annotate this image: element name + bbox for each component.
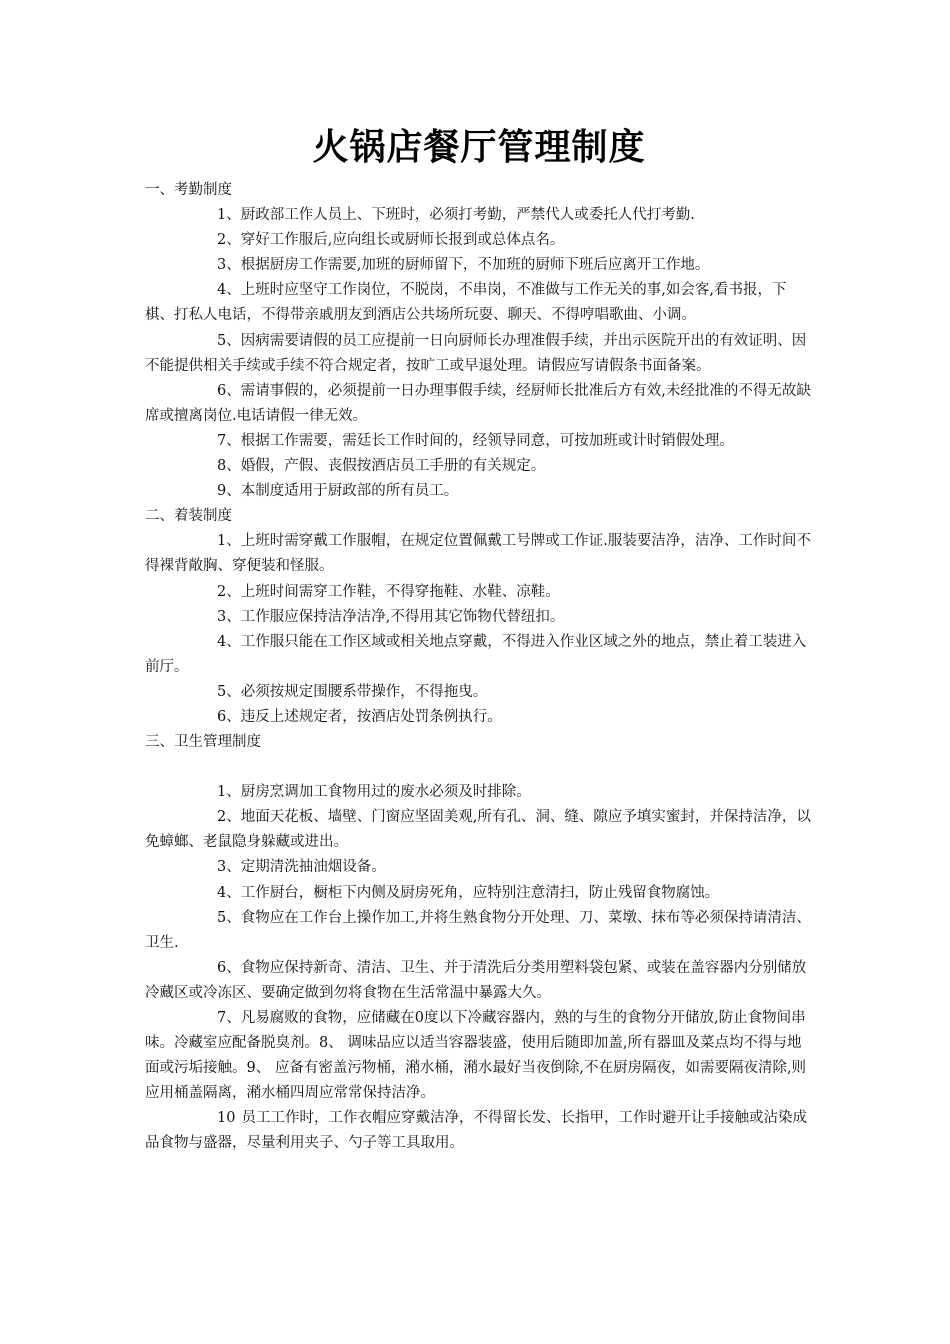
rule-item (145, 479, 813, 504)
rule-number: 3、 (217, 608, 241, 625)
rule-item (145, 780, 813, 805)
rule-text: 穿好工作服后,应向组长或厨师长报到或总体点名。 (240, 232, 565, 249)
rule-text: 因病需要请假的员工应提前一日向厨师长办理准假手续，并出示医院开出的有效证明、因不能提供相关手续或手续不符合规定者，按旷工或早退处理。请假应写请假条书面备案。 (145, 332, 807, 374)
rule-number: 1、 (217, 533, 241, 550)
rule-item (145, 329, 813, 379)
document-body (145, 178, 813, 1157)
rule-item (145, 228, 813, 253)
rule-item (145, 881, 813, 906)
rule-number: 1、 (217, 207, 241, 224)
rule-number: 2、 (217, 583, 241, 600)
document-title: 火锅店餐厅管理制度 (312, 127, 646, 168)
rule-text: 凡易腐败的食物，应储藏在0度以下冷藏容器内，熟的与生的食物分开储放,防止食物间串味。冷藏室应配备脱臭剂。8、 调味品应以适当容器装盛，使用后随即加盖,所有器皿及菜点均不得与地面或污垢接触。9、 应备有密盖污物桶，潲水桶，潲水最好当夜倒除,不在厨房隔夜，如需要隔夜清除,则应用桶盖隔离，潲水桶四周应常常保持洁净。 (145, 1010, 807, 1102)
section-heading: 一、考勤制度 (145, 182, 232, 198)
rule-text: 需请事假的，必须提前一日办理事假手续，经厨师长批准后方有效,未经批准的不得无故缺席或擅离岗位.电话请假一律无效。 (145, 382, 811, 424)
rule-text: 厨政部工作人员上、下班时，必须打考勤，严禁代人或委托人代打考勤. (240, 207, 695, 224)
rule-text: 食物应保持新奇、清洁、卫生、并于清洗后分类用塑料袋包紧、或装在盖容器内分别储放冷藏区或冷冻区、要确定做到勿将食物在生活常温中暴露大久。 (145, 959, 807, 1001)
rule-number: 2、 (217, 232, 241, 249)
section-attendance (145, 178, 813, 504)
rule-text: 上班时需穿戴工作服帽，在规定位置佩戴工号牌或工作证.服装要洁净，洁净、工作时间不得裸背敞胸、穿便装和怪服。 (145, 533, 811, 575)
rule-item (145, 1006, 813, 1106)
rule-text: 员工工作时，工作衣帽应穿戴洁净，不得留长发、长指甲，工作时避开让手接触或沾染成品食物与盛器，尽量利用夹子、勺子等工具取用。 (145, 1110, 807, 1152)
rule-text: 根据工作需要，需廷长工作时间的，经领导同意，可按加班或计时销假处理。 (240, 432, 734, 449)
rule-text: 工作厨台，橱柜下内侧及厨房死角，应特别注意清扫，防止残留食物腐蚀。 (240, 884, 720, 901)
rule-number: 5、 (217, 332, 241, 349)
rule-item (145, 956, 813, 1006)
section-dress-code (145, 504, 813, 730)
rule-item (145, 429, 813, 454)
rule-text: 食物应在工作台上操作加工,并将生熟食物分开处理、刀、菜墩、抹布等必须保持请清洁、卫生. (145, 909, 811, 951)
rule-number: 6、 (217, 382, 241, 399)
rule-text: 根据厨房工作需要,加班的厨师留下，不加班的厨师下班后应离开工作地。 (240, 257, 710, 274)
section-heading: 二、着装制度 (145, 508, 232, 525)
rule-item (145, 203, 813, 228)
section-heading: 三、卫生管理制度 (145, 734, 261, 751)
rule-number: 5、 (217, 909, 241, 926)
rule-number: 3、 (217, 859, 241, 876)
rule-text: 上班时应坚守工作岗位，不脱岗，不串岗，不准做与工作无关的事,如会客,看书报，下棋、打私人电话，不得带亲戚朋友到酒店公共场所玩耍、聊天、不得哼唱歌曲、小调。 (145, 282, 787, 324)
rule-item (145, 454, 813, 479)
rule-number: 10 (217, 1110, 236, 1127)
rule-item (145, 906, 813, 956)
rule-number: 6、 (217, 708, 241, 725)
rule-text: 本制度适用于厨政部的所有员工。 (240, 483, 459, 500)
rule-item (145, 253, 813, 278)
rule-text: 违反上述规定者，按酒店处罚条例执行。 (240, 708, 502, 725)
rule-number: 7、 (217, 1010, 241, 1026)
blank-line (145, 755, 813, 780)
rule-number: 8、 (217, 458, 241, 475)
rule-number: 3、 (217, 257, 241, 274)
rule-item (145, 630, 813, 680)
rule-item (145, 805, 813, 855)
rule-number: 6、 (217, 959, 241, 976)
rule-item (145, 379, 813, 429)
rule-number: 4、 (217, 633, 241, 650)
rule-text: 婚假，产假、丧假按酒店员工手册的有关规定。 (240, 458, 546, 475)
rule-item (145, 680, 813, 705)
rule-number: 2、 (217, 809, 241, 826)
document-page (145, 118, 813, 1157)
rule-text: 地面天花板、墙壁、门窗应坚固美观,所有孔、洞、缝、隙应予填实蜜封，并保持洁净，以免蟑螂、老鼠隐身躲藏或进出。 (145, 809, 811, 851)
rule-item (145, 855, 813, 880)
rule-number: 4、 (217, 884, 241, 901)
rule-number: 5、 (217, 683, 241, 700)
rule-number: 4、 (217, 282, 241, 299)
rule-text: 必须按规定围腰系带操作，不得拖曳。 (240, 683, 488, 700)
rule-text: 工作服应保持洁净洁净,不得用其它饰物代替纽扣。 (240, 608, 565, 625)
rule-text: 定期清洗抽油烟设备。 (240, 859, 386, 876)
rule-number: 1、 (217, 784, 241, 801)
rule-number: 9、 (217, 483, 241, 500)
rule-number: 7、 (217, 432, 241, 449)
section-hygiene (145, 730, 813, 1157)
rule-item (145, 529, 813, 579)
rule-item (145, 605, 813, 630)
rule-item (145, 580, 813, 605)
rule-item (145, 1106, 813, 1156)
rule-text: 上班时间需穿工作鞋，不得穿拖鞋、水鞋、凉鞋。 (240, 583, 560, 600)
rule-text: 厨房烹调加工食物用过的废水必须及时排除。 (240, 784, 531, 801)
rule-item (145, 705, 813, 730)
rule-item (145, 278, 813, 328)
rule-text: 工作服只能在工作区域或相关地点穿戴，不得进入作业区域之外的地点，禁止着工装进入前厅。 (145, 633, 807, 675)
